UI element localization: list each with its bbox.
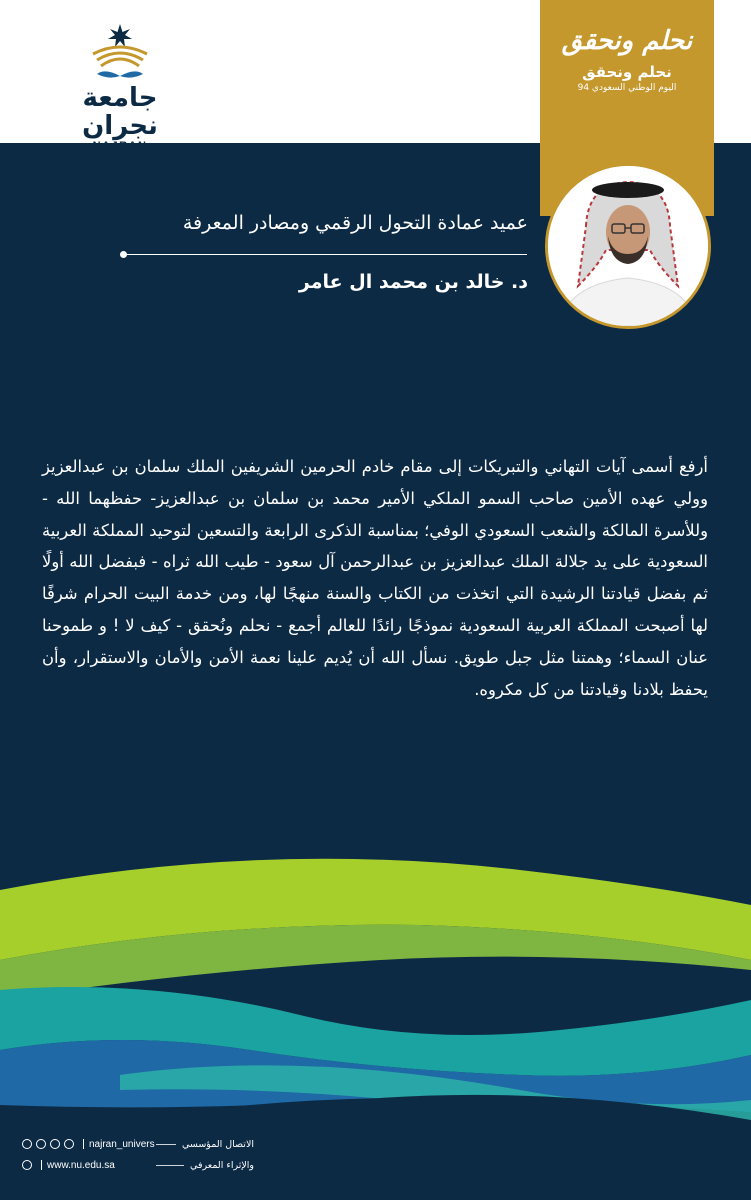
x-icon[interactable] — [22, 1139, 32, 1149]
university-name-ar: جامعة نجران — [82, 83, 158, 141]
portrait-photo — [545, 163, 711, 329]
footer-rule — [156, 1165, 184, 1166]
decorative-waves — [0, 850, 751, 1150]
footer-social-row — [22, 1135, 155, 1153]
national-day-slogan: نحلم ونحقق — [582, 63, 672, 81]
dept-line-1: الاتصال المؤسسي — [181, 1138, 254, 1150]
dean-title: عميد عمادة التحول الرقمي ومصادر المعرفة — [182, 212, 528, 234]
national-day-logo — [540, 26, 714, 94]
footer-separator — [41, 1160, 42, 1170]
national-day-subline: اليوم الوطني السعودي 94 — [577, 83, 677, 93]
youtube-icon[interactable] — [36, 1139, 46, 1149]
university-name-en: UNIVERSITY — [79, 152, 161, 164]
footer-separator — [83, 1139, 84, 1149]
title-divider-dot — [120, 251, 127, 258]
footer-web-row — [22, 1156, 115, 1174]
footer-dept-row-2 — [150, 1156, 254, 1174]
university-emblem-icon — [85, 22, 155, 82]
national-day-calligraphy: نحلم ونحقق — [561, 26, 693, 56]
title-divider-line — [123, 254, 527, 255]
dept-line-2: والإثراء المعرفي — [190, 1159, 254, 1171]
congratulation-message: أرفع أسمى آيات التهاني والتبريكات إلى مقام خادم الحرمين الشريفين الملك سلمان بن عبدالعزيز وولي عهده الأمين صاحب السمو الملكي الأمير محمد بن سلمان بن عبدالعزيز- حفظهما الله - وللأسرة المالكة والشعب السعودي الوفي؛ بمناسبة الذكرى الرابعة والتسعين لتوحيد المملكة العربية السعودية على يد جلالة الملك عبدالعزيز بن عبدالرحمن آل سعود - طيب الله ثراه - فبفضل الله أولًا ثم بفضل قيادتنا الرشيدة التي اتخذت من الكتاب والسنة منهجًا لها، ومن خدمة البيت الحرام شرفًا لها أصبحت المملكة العربية السعودية نموذجًا رائدًا للعالم أجمع - نحلم ونُحقق - كيف لا ! و طموحنا عنان السماء؛ وهمتنا مثل جبل طويق. نسأل الله أن يُديم علينا نعمة الأمن والأمان والاستقرار، وأن يحفظ بلادنا وقيادتنا من كل مكروه. — [42, 457, 708, 699]
website-link[interactable]: www.nu.edu.sa — [47, 1159, 115, 1171]
social-handle[interactable]: najran_univers — [89, 1138, 155, 1150]
portrait-illustration — [548, 166, 708, 326]
snapchat-icon[interactable] — [50, 1139, 60, 1149]
footer-rule — [156, 1144, 176, 1145]
footer-dept-row-1 — [150, 1135, 254, 1153]
globe-icon — [22, 1160, 32, 1170]
instagram-icon[interactable] — [64, 1139, 74, 1149]
footer — [0, 1128, 751, 1200]
university-logo — [50, 22, 190, 164]
dean-name: د. خالد بن محمد ال عامر — [298, 271, 528, 293]
